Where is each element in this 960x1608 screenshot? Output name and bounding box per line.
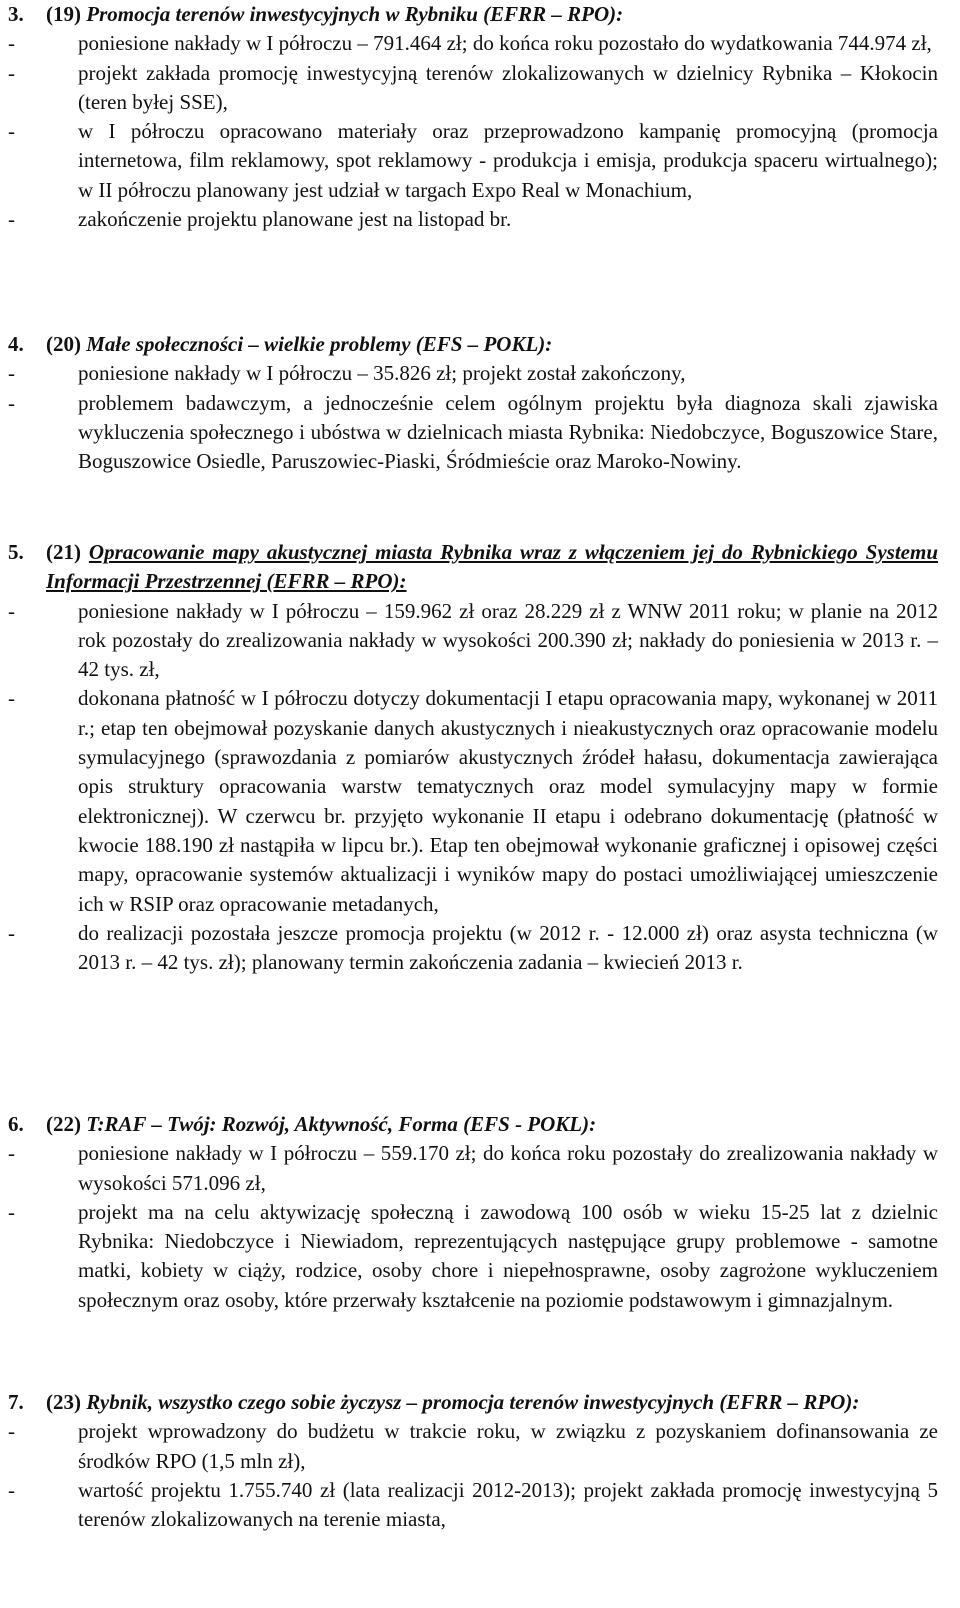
- section-title: T:RAF – Twój: Rozwój, Aktywność, Forma (EFS - POKL):: [86, 1112, 597, 1136]
- item-text: wartość projektu 1.755.740 zł (lata realizacji 2012-2013); projekt zakłada promocję inwestycyjną 5 terenów zlokalizowanych na terenie miasta,: [78, 1477, 938, 1532]
- list-item: [8, 1476, 938, 1535]
- dash-bullet: -: [8, 1141, 15, 1166]
- list-item: [8, 1139, 938, 1198]
- item-text: projekt wprowadzony do budżetu w trakcie roku, w związku z pozyskaniem dofinansowania ze środków RPO (1,5 mln zł),: [78, 1419, 938, 1473]
- dash-bullet: -: [8, 31, 15, 56]
- list-item: [8, 389, 938, 477]
- list-item: [8, 59, 938, 118]
- section-heading: [8, 1110, 938, 1139]
- section-number: 6.: [8, 1112, 24, 1136]
- list-item: [8, 205, 938, 234]
- section-code: (22): [46, 1112, 81, 1136]
- dash-bullet: -: [8, 920, 15, 945]
- section-title: Rybnik, wszystko czego sobie życzysz – promocja terenów inwestycyjnych (EFRR – RPO):: [86, 1390, 860, 1414]
- section-title: Małe społeczności – wielkie problemy (EFS – POKL):: [86, 332, 553, 356]
- section-7: [8, 1388, 938, 1534]
- section-title: Opracowanie mapy akustycznej miasta Rybnika wraz z włączeniem jej do Rybnickiego Systemu Informacji Przestrzennej (EFRR – RPO):: [46, 540, 939, 594]
- list-item: [8, 919, 938, 978]
- dash-bullet: -: [8, 686, 15, 711]
- dash-bullet: -: [8, 119, 15, 144]
- section-number: 4.: [8, 332, 24, 356]
- item-text: projekt zakłada promocję inwestycyjną terenów zlokalizowanych w dzielnicy Rybnika – Kłokocin (teren byłej SSE),: [78, 60, 938, 114]
- list-item: [8, 117, 938, 205]
- list-item: [8, 597, 938, 685]
- section-6: [8, 1110, 938, 1315]
- item-text: poniesione nakłady w I półroczu – 159.962 zł oraz 28.229 zł z WNW 2011 roku; w planie na 2012 rok pozostały do zrealizowania nakłady w wysokości 200.390 zł; nakłady do poniesienia w 2013 r. – 42 tys. zł,: [78, 598, 938, 682]
- section-code: (21): [46, 540, 81, 564]
- item-text: projekt ma na celu aktywizację społeczną i zawodową 100 osób w wieku 15-25 lat z dzielnic Rybnika: Niedobczyce i Niewiadom, reprezentujących następujące grupy problemowe - samotne matki, kobiety w ciąży, rodzice, osoby chore i niepełnosprawne, osoby zagrożone wykluczeniem społecznym oraz osoby, które przerwały kształcenie na poziomie podstawowym i gimnazjalnym.: [78, 1199, 938, 1312]
- dash-bullet: -: [8, 207, 15, 232]
- item-text: poniesione nakłady w I półroczu – 559.170 zł; do końca roku pozostały do zrealizowania nakłady w wysokości 571.096 zł,: [78, 1141, 938, 1195]
- section-heading: [8, 1388, 938, 1417]
- section-5: [8, 538, 938, 977]
- section-number: 5.: [8, 540, 24, 564]
- item-text: zakończenie projektu planowane jest na listopad br.: [78, 207, 512, 232]
- item-text: dokonana płatność w I półroczu dotyczy dokumentacji I etapu opracowania mapy, wykonanej w 2011 r.; etap ten obejmował pozyskanie danych akustycznych i nieakustycznych oraz opracowanie modelu symulacyjnego (sprawozdania z pomiarów akustycznych źródeł hałasu, dokumentacja zawierająca opis struktury opracowania warstw tematycznych oraz model symulacyjny mapy w formie elektronicznej). W czerwcu br. przyjęto wykonanie II etapu i odebrano dokumentację (płatność w kwocie 188.190 zł nastąpiła w lipcu br.). Etap ten obejmował wykonanie graficznej i opisowej części mapy, opracowanie systemów aktualizacji i wyników mapy do postaci umożliwiającej umieszczenie ich w RSIP oraz opracowanie metadanych,: [78, 686, 938, 916]
- section-3: [8, 0, 938, 234]
- dash-bullet: -: [8, 361, 15, 386]
- item-text: poniesione nakłady w I półroczu – 791.464 zł; do końca roku pozostało do wydatkowania 744.974 zł,: [78, 31, 932, 56]
- section-number: 7.: [8, 1390, 24, 1414]
- item-text: problemem badawczym, a jednocześnie celem ogólnym projektu była diagnoza skali zjawiska wykluczenia społecznego i ubóstwa w dzielnicach miasta Rybnika: Niedobczyce, Boguszowice Stare, Boguszowice Osiedle, Paruszowiec-Piaski, Śródmieście oraz Maroko-Nowiny.: [78, 390, 938, 474]
- dash-bullet: -: [8, 1477, 15, 1502]
- dash-bullet: -: [8, 598, 15, 623]
- list-item: [8, 684, 938, 918]
- section-title: Promocja terenów inwestycyjnych w Rybniku (EFRR – RPO):: [86, 2, 624, 26]
- section-heading: [8, 538, 938, 597]
- list-item: [8, 359, 938, 388]
- section-number: 3.: [8, 2, 24, 26]
- section-heading: [8, 330, 938, 359]
- list-item: [8, 1198, 938, 1315]
- item-text: poniesione nakłady w I półroczu – 35.826 zł; projekt został zakończony,: [78, 361, 686, 386]
- item-text: do realizacji pozostała jeszcze promocja projektu (w 2012 r. - 12.000 zł) oraz asysta techniczna (w 2013 r. – 42 tys. zł); planowany termin zakończenia zadania – kwiecień 2013 r.: [78, 920, 938, 975]
- item-text: w I półroczu opracowano materiały oraz przeprowadzono kampanię promocyjną (promocja internetowa, film reklamowy, spot reklamowy - produkcja i emisja, produkcja spaceru wirtualnego); w II półroczu planowany jest udział w targach Expo Real w Monachium,: [78, 119, 938, 202]
- dash-bullet: -: [8, 60, 15, 85]
- section-code: (19): [46, 2, 81, 26]
- dash-bullet: -: [8, 1199, 15, 1224]
- list-item: [8, 29, 938, 58]
- dash-bullet: -: [8, 390, 15, 415]
- list-item: [8, 1417, 938, 1476]
- section-code: (23): [46, 1390, 81, 1414]
- section-heading: [8, 0, 938, 29]
- section-4: [8, 330, 938, 476]
- dash-bullet: -: [8, 1419, 15, 1444]
- section-code: (20): [46, 332, 81, 356]
